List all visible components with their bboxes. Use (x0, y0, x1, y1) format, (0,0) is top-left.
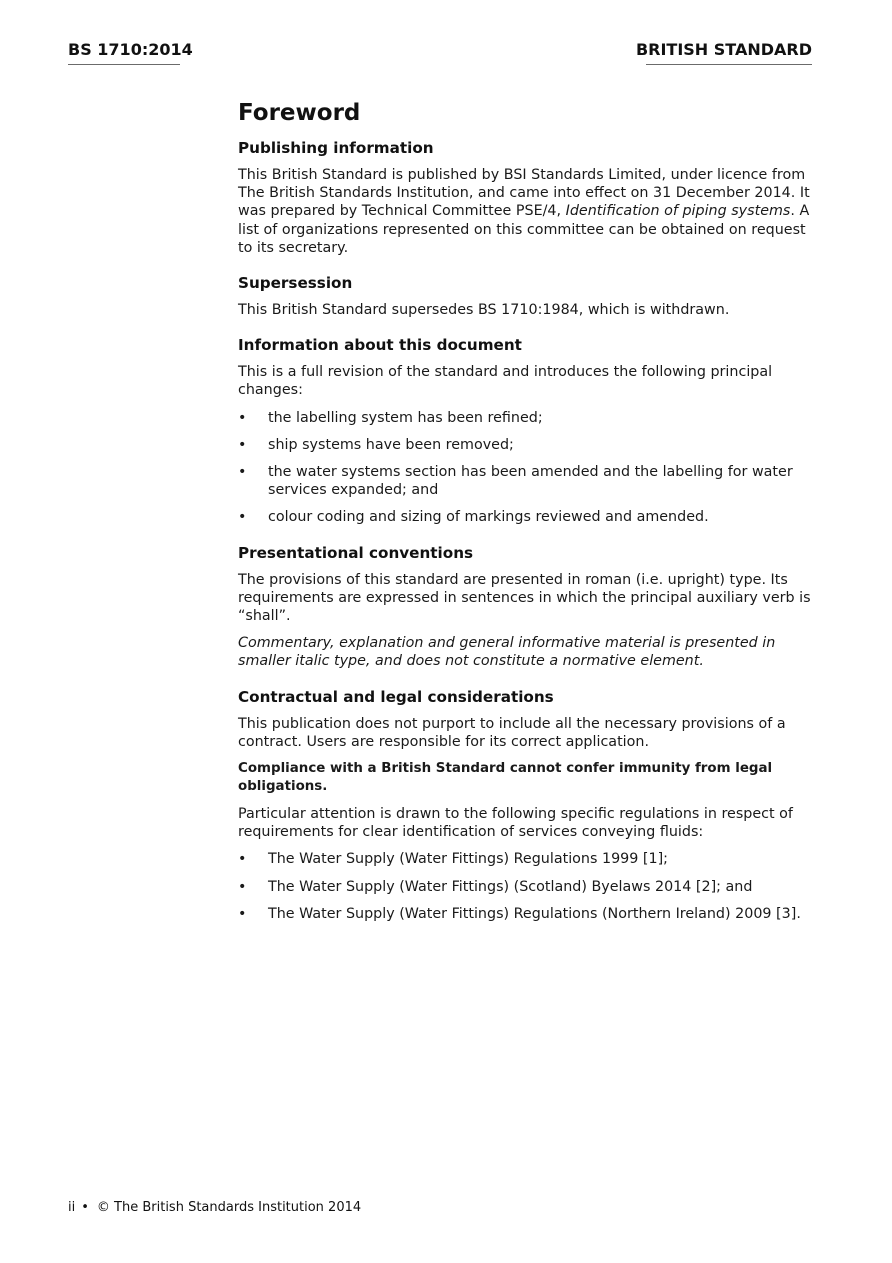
section-heading: Publishing information (238, 139, 434, 157)
page-number: ii (68, 1200, 76, 1215)
header-rule-left (68, 64, 180, 65)
section-presentational-conventions (238, 543, 813, 671)
attention-paragraph: Particular attention is drawn to the following specific regulations in respect of requirements for clear identification of services conveying fluids: (238, 806, 793, 841)
publishing-text-after: . A list of organizations represented on this committee can be obtained on request to its secretary. (238, 203, 810, 256)
list-item-text: The Water Supply (Water Fittings) Regulations 1999 [1]; (268, 851, 668, 868)
list-item (238, 850, 813, 868)
page-footer (68, 1199, 361, 1216)
bullet-icon: • (238, 509, 247, 526)
section-heading: Contractual and legal considerations (238, 687, 554, 706)
list-item-text: the water systems section has been amended and the labelling for water services expanded; and (268, 464, 793, 499)
commentary-paragraph: Commentary, explanation and general informative material is presented in smaller italic type, and does not constitute a normative element. (238, 635, 776, 670)
list-item-text: ship systems have been removed; (268, 436, 514, 453)
document-code: BS 1710:2014 (68, 40, 193, 59)
section-heading: Supersession (238, 274, 353, 293)
bullet-icon: • (238, 409, 247, 426)
regulations-list (238, 850, 813, 923)
list-item (238, 878, 813, 896)
list-item (238, 409, 813, 427)
committee-title: Identification of piping systems (565, 203, 791, 220)
section-information (238, 335, 813, 526)
list-item-text: The Water Supply (Water Fittings) Regulations (Northern Ireland) 2009 [3]. (268, 905, 801, 922)
main-content (238, 98, 813, 932)
contractual-paragraph: This publication does not purport to include all the necessary provisions of a contract. Users are responsible for its correct application. (238, 715, 786, 750)
publishing-paragraph (238, 166, 813, 257)
list-item (238, 436, 813, 454)
bullet-icon: • (238, 851, 247, 868)
list-item (238, 463, 813, 499)
compliance-notice: Compliance with a British Standard cannot confer immunity from legal obligations. (238, 761, 773, 795)
section-publishing-information (238, 138, 813, 257)
section-supersession (238, 273, 813, 319)
changes-list (238, 409, 813, 527)
section-contractual-legal (238, 687, 813, 923)
list-item (238, 905, 813, 923)
page-title: Foreword (238, 100, 361, 126)
supersession-paragraph: This British Standard supersedes BS 1710:1984, which is withdrawn. (238, 302, 730, 319)
section-heading: Information about this document (238, 336, 522, 355)
section-heading: Presentational conventions (238, 543, 474, 562)
information-intro: This is a full revision of the standard and introduces the following principal changes: (238, 364, 773, 399)
publishing-text-before: This British Standard is published by BSI Standards Limited, under licence from The British Standards Institution, and came into effect on 31 December 2014. It was prepared by Technical Committee PSE/4, (238, 167, 810, 220)
list-item-text: The Water Supply (Water Fittings) (Scotland) Byelaws 2014 [2]; and (268, 878, 753, 895)
conventions-paragraph: The provisions of this standard are presented in roman (i.e. upright) type. Its requirements are expressed in sentences in which the principal auxiliary verb is “shall”. (238, 571, 811, 625)
bullet-icon: • (238, 436, 247, 453)
bullet-icon: • (238, 878, 247, 895)
list-item (238, 508, 813, 526)
header-rule-right (646, 64, 812, 65)
list-item-text: the labelling system has been refined; (268, 409, 543, 426)
copyright-notice: © The British Standards Institution 2014 (96, 1200, 362, 1215)
bullet-icon: • (238, 905, 247, 922)
list-item-text: colour coding and sizing of markings reviewed and amended. (268, 509, 709, 526)
document-type: BRITISH STANDARD (635, 40, 812, 59)
bullet-icon: • (238, 464, 247, 481)
bullet-icon: • (81, 1200, 89, 1215)
